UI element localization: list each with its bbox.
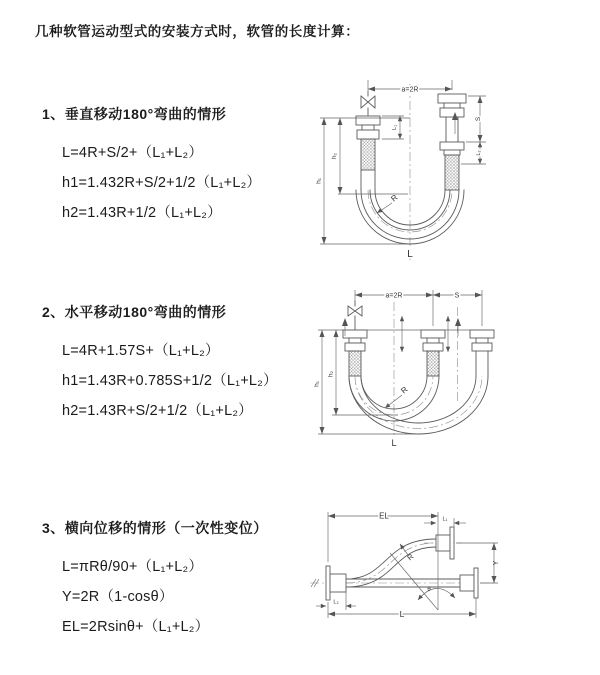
- label-h2: h₂: [331, 152, 338, 160]
- dimension-l2: [316, 592, 356, 610]
- label-h1: h₁: [315, 178, 323, 184]
- dimension-h1: [316, 118, 325, 244]
- right-flange: [460, 568, 478, 598]
- formula-line: L=4R+1.57S+（L₁+L₂）: [62, 343, 220, 359]
- section-1: [42, 104, 261, 231]
- valve-icon: [348, 301, 362, 330]
- label-h1: h₁: [313, 381, 321, 387]
- section-1-formulas: [62, 141, 261, 231]
- section-3: [42, 518, 268, 645]
- braided-hose: [427, 351, 439, 376]
- dimension-l1: [424, 517, 466, 528]
- label-l1: L₁: [442, 516, 448, 523]
- braided-hose: [445, 155, 459, 190]
- label-l2: L₂: [333, 599, 339, 606]
- left-flange: [326, 566, 346, 600]
- section-2-formulas: [62, 339, 278, 429]
- hose-bend: [349, 376, 488, 434]
- diagram-horizontal-move-180: [310, 282, 600, 457]
- label-l: L: [391, 438, 397, 448]
- braided-hose: [361, 139, 375, 170]
- upper-flange: [436, 527, 454, 559]
- page-title: 几种软管运动型式的安装方式时，软管的长度计算：: [35, 24, 360, 39]
- right-fitting: [470, 330, 494, 376]
- valve-icon: [361, 92, 375, 116]
- diagram-vertical-move-180: [310, 72, 600, 262]
- radius-leader: [400, 544, 416, 562]
- left-fitting: [356, 116, 380, 170]
- label-theta: θ: [427, 587, 431, 593]
- section-3-heading: 3、横向位移的情形（一次性变位）: [42, 520, 268, 536]
- dimension-a2r: [368, 80, 452, 94]
- dimension-s: [461, 96, 486, 164]
- label-s: S: [475, 116, 482, 122]
- s-curve-hose: [346, 539, 436, 587]
- label-s: S: [454, 292, 460, 300]
- dimension-a2r: [355, 290, 482, 326]
- label-a2r: a=2R: [385, 292, 403, 300]
- label-l1: L₁: [392, 125, 398, 130]
- formula-line: h1=1.432R+S/2+1/2（L₁+L₂）: [62, 175, 262, 191]
- section-2-heading: 2、水平移动180°弯曲的情形: [42, 304, 227, 320]
- formula-line: h1=1.43R+0.785S+1/2（L₁+L₂）: [62, 373, 278, 389]
- right-fitting: [438, 94, 466, 190]
- label-r: R: [405, 551, 416, 563]
- label-l2: L₂: [476, 150, 482, 156]
- dimension-h2: [328, 330, 337, 415]
- dimension-l1: [382, 116, 404, 139]
- left-fitting: [343, 330, 367, 376]
- label-a2r: a=2R: [401, 86, 419, 94]
- formula-line: EL=2Rsinθ+（L₁+L₂）: [62, 619, 210, 635]
- radius-leader: [377, 193, 400, 213]
- diagram-lateral-displacement: [308, 498, 598, 663]
- label-l: L: [407, 249, 413, 260]
- formula-line: h2=1.43R+1/2（L₁+L₂）: [62, 205, 222, 221]
- middle-fitting: [421, 330, 445, 376]
- label-el: EL: [379, 511, 389, 521]
- dimension-h1: [314, 330, 323, 434]
- label-l: L: [399, 609, 405, 619]
- formula-line: L=4R+S/2+（L₁+L₂）: [62, 145, 204, 161]
- section-1-heading: 1、垂直移动180°弯曲的情形: [42, 106, 227, 122]
- dimension-l: [328, 598, 476, 619]
- formula-line: L=πRθ/90+（L₁+L₂）: [62, 559, 204, 575]
- braided-hose: [349, 351, 361, 376]
- label-h2: h₂: [327, 370, 335, 378]
- dimension-el: [328, 512, 438, 563]
- label-r: R: [389, 192, 400, 204]
- label-y: Y: [493, 560, 500, 566]
- label-r: R: [399, 384, 410, 396]
- formula-line: h2=1.43R+S/2+1/2（L₁+L₂）: [62, 403, 253, 419]
- left-pipe-wall: [361, 170, 375, 190]
- section-2: [42, 302, 278, 429]
- radius-leader: [385, 385, 410, 408]
- section-3-formulas: [62, 555, 268, 645]
- formula-line: Y=2R（1-cosθ）: [62, 589, 174, 605]
- dimension-h2: [331, 118, 340, 194]
